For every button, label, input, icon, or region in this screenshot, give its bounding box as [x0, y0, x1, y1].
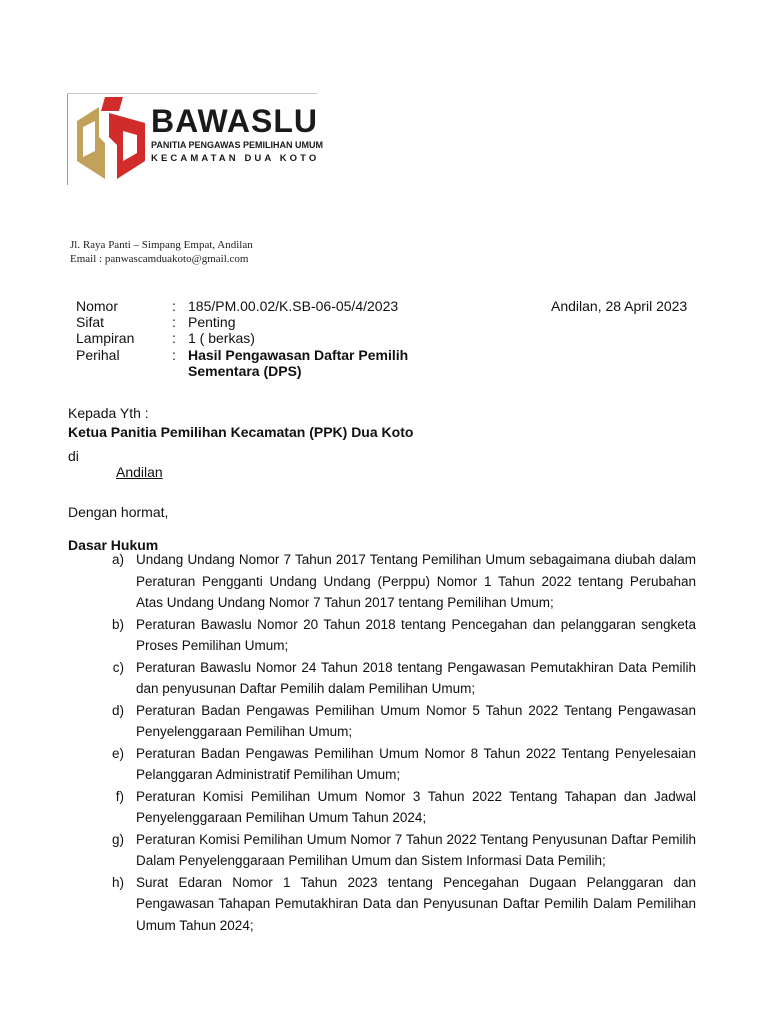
list-item-letter: f): [115, 788, 124, 804]
email-line: Email : panwascamduakoto@gmail.com: [70, 253, 249, 265]
list-item-letter: e): [111, 745, 124, 761]
brand-name: BAWASLU: [151, 103, 318, 139]
brand-subtitle: PANITIA PENGAWAS PEMILIHAN UMUM: [151, 140, 324, 150]
list-item: [66, 549, 698, 614]
recipient-place: Andilan: [116, 464, 163, 480]
list-item-letter: d): [111, 702, 124, 718]
list-item-text: Peraturan Badan Pengawas Pemilihan Umum Nomor 5 Tahun 2022 Tentang Pengawasan Penyelenggaraan Pemilihan Umum;: [136, 702, 696, 739]
meta-label-sifat: Sifat: [76, 314, 105, 330]
list-item: [66, 614, 698, 657]
address-line: Jl. Raya Panti – Simpang Empat, Andilan: [70, 239, 253, 251]
bawaslu-emblem-icon: [75, 95, 147, 183]
list-item-text: Peraturan Komisi Pemilihan Umum Nomor 7 Tahun 2022 Tentang Penyusunan Daftar Pemilih Dalam Penyelenggaraan Pemilihan Umum dan Sistem Informasi Data Pemilih;: [136, 831, 696, 868]
meta-colon: :: [172, 298, 176, 314]
meta-value-nomor: 185/PM.00.02/K.SB-06-05/4/2023: [188, 298, 399, 314]
list-item-letter: a): [111, 552, 124, 567]
logo-border: [67, 93, 68, 185]
list-item-letter: h): [111, 874, 124, 890]
list-item-letter: g): [111, 831, 124, 847]
list-item: [66, 700, 698, 743]
place-date: Andilan, 28 April 2023: [551, 298, 688, 314]
list-item-letter: b): [111, 616, 124, 632]
list-item-text: Peraturan Badan Pengawas Pemilihan Umum Nomor 8 Tahun 2022 Tentang Penyelesaian Pelanggaran Administratif Pemilihan Umum;: [136, 745, 696, 782]
list-item-letter: c): [112, 659, 124, 675]
list-item-text: Surat Edaran Nomor 1 Tahun 2023 tentang Pencegahan Dugaan Pelanggaran dan Pengawasan Tahapan Pemutakhiran Data dan Penyusunan Daftar Pemilih Dalam Pemilihan Umum Tahun 2024;: [136, 874, 696, 933]
meta-value-perihal-line1: Hasil Pengawasan Daftar Pemilih: [188, 347, 409, 363]
list-item-text: Undang Undang Nomor 7 Tahun 2017 Tentang Pemilihan Umum sebagaimana diubah dalam Peraturan Pengganti Undang Undang (Perppu) Nomor 1 Tahun 2022 tentang Perubahan Atas Undang Undang Nomor 7 Tahun 2017 tentang Pemilihan Umum;: [136, 552, 696, 610]
list-item-text: Peraturan Komisi Pemilihan Umum Nomor 3 Tahun 2022 Tentang Tahapan dan Jadwal Penyelenggaraan Pemilihan Umum Tahun 2024;: [136, 788, 696, 825]
logo-border: [67, 93, 317, 94]
letterhead-logo: [67, 93, 324, 185]
meta-label-nomor: Nomor: [76, 298, 119, 314]
recipient-to: Kepada Yth :: [68, 405, 149, 421]
list-item: [66, 829, 698, 872]
legal-basis-heading: Dasar Hukum: [68, 537, 159, 553]
meta-colon: :: [172, 314, 176, 330]
recipient-di: di: [68, 448, 79, 464]
brand-subtitle-2: KECAMATAN DUA KOTO: [151, 153, 320, 164]
recipient-name: Ketua Panitia Pemilihan Kecamatan (PPK) Dua Koto: [68, 424, 414, 440]
meta-colon: :: [172, 330, 176, 346]
list-item-text: Peraturan Bawaslu Nomor 20 Tahun 2018 tentang Pencegahan dan pelanggaran sengketa Proses Pemilihan Umum;: [136, 616, 696, 653]
meta-colon: :: [172, 347, 176, 363]
list-item: [66, 657, 698, 700]
list-item-text: Peraturan Bawaslu Nomor 24 Tahun 2018 tentang Pengawasan Pemutakhiran Data Pemilih dan penyusunan Daftar Pemilih dalam Pemilihan Umum;: [136, 659, 696, 696]
greeting: Dengan hormat,: [68, 504, 169, 520]
meta-label-lampiran: Lampiran: [76, 330, 135, 346]
meta-label-perihal: Perihal: [76, 347, 120, 363]
list-item: [66, 743, 698, 786]
list-item: [66, 872, 698, 937]
list-item: [66, 786, 698, 829]
legal-basis-list: [66, 549, 698, 936]
meta-value-lampiran: 1 ( berkas): [188, 330, 255, 346]
meta-value-sifat: Penting: [188, 314, 236, 330]
meta-value-perihal-line2: Sementara (DPS): [188, 363, 302, 379]
